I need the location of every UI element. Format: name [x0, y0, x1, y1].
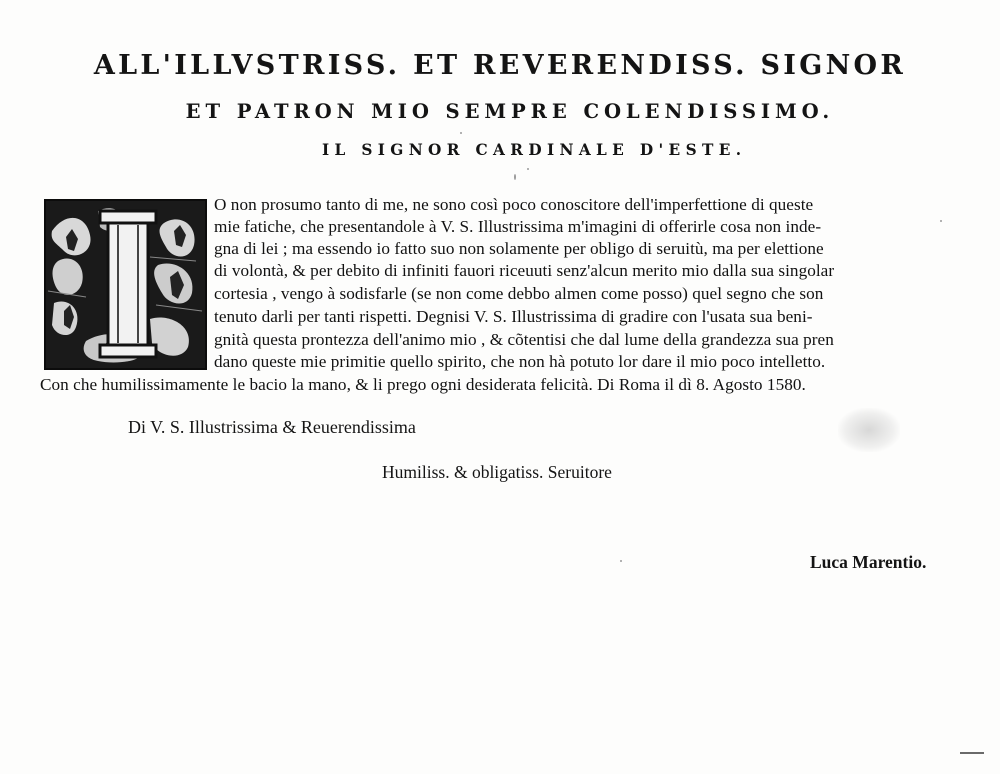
decorated-woodcut-initial-icon: [44, 199, 207, 370]
dedication-text-line: cortesia , vengo à sodisfarle (se non come debbo almen come posso) quel segno che son: [214, 284, 824, 303]
dedication-text-line: gnità questa prontezza dell'animo mio , & cõtentisi che dal lume della grandezza sua pren: [214, 330, 834, 349]
paper-speck: [940, 220, 942, 222]
dedication-text-line: gna di lei ; ma essendo io fatto suo non solamente per obligo di seruitù, ma per elettione: [214, 239, 824, 258]
closing-salutation: Di V. S. Illustrissima & Reuerendissima: [128, 417, 416, 437]
dedication-heading-line-3: IL SIGNOR CARDINALE D'ESTE.: [322, 140, 747, 159]
page-edge-mark: [960, 752, 984, 754]
paper-smudge: [838, 408, 900, 452]
dedication-text-line: di volontà, & per debito di infiniti fauori riceuuti senz'alcun merito mio dalla sua singolar: [214, 261, 835, 280]
paper-speck: [527, 168, 529, 170]
dedication-heading-line-2: ET PATRON MIO SEMPRE COLENDISSIMO.: [185, 99, 835, 123]
servant-line: Humiliss. & obligatiss. Seruitore: [382, 462, 612, 482]
dedication-text-line: mie fatiche, che presentandole à V. S. Illustrissima m'imagini di offerirle cosa non inde-: [214, 217, 822, 236]
paper-speck: [514, 174, 516, 180]
dedication-heading-line-1: ALL'ILLVSTRISS. ET REVERENDISS. SIGNOR: [93, 50, 907, 81]
dedication-text-line: dano queste mie primitie quello spirito, che non hà potuto lor dare il mio poco intelletto.: [214, 352, 826, 371]
author-signature: Luca Marentio.: [810, 552, 927, 572]
dedication-text-line: O non prosumo tanto di me, ne sono così poco conoscitore dell'imperfettione di queste: [214, 195, 814, 214]
dedication-text-line: Con che humilissimamente le bacio la mano, & li prego ogni desiderata felicità. Di Roma il dì 8. Agosto 1580.: [40, 375, 806, 394]
paper-speck: [460, 132, 462, 134]
dedication-text-line: tenuto darli per tanti rispetti. Degnisi V. S. Illustrissima di gradire con l'usata sua beni-: [214, 307, 813, 326]
paper-speck: [620, 560, 622, 562]
